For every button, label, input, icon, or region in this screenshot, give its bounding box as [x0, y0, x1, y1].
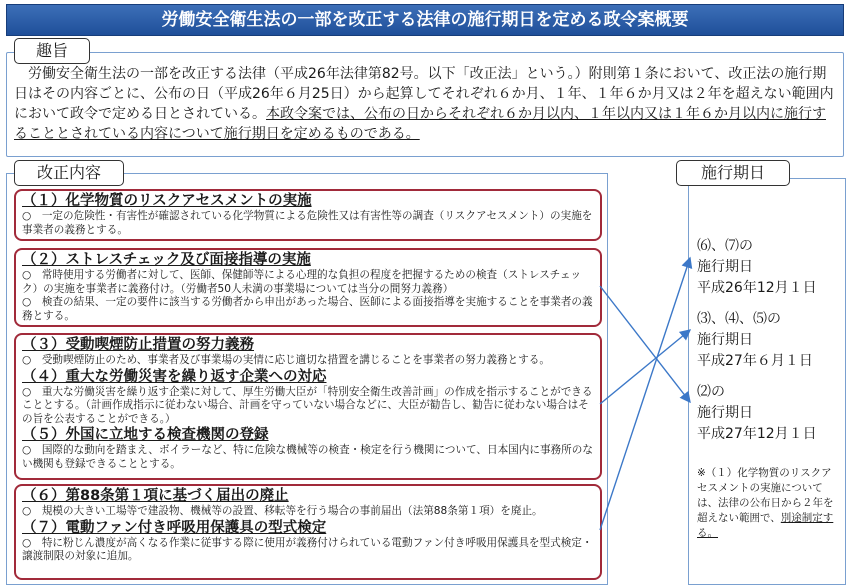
- dates-tag: 施行期日: [676, 160, 790, 186]
- date-group-2-date: 平成27年６月１日: [697, 353, 813, 369]
- item-desc-4-1: ○ 重大な労働災害を繰り返す企業に対して、厚生労働大臣が「特別安全衛生改善計画」の作成を指示することができることとする。（計画作成指示に従わない場合、計画を守っていない場合などに、大臣が勧告し、勧告に従わない場合はその旨を公表することができる。）: [22, 385, 593, 425]
- date-group-2-which: ⑶、⑷、⑸の: [697, 311, 781, 327]
- note-underlined: 別途制定する。: [697, 512, 834, 539]
- summary-underlined: 本政令案では、公布の日からそれぞれ６か月以内、１年以内又は１年６か月以内に施行することとされている内容について施行期日を定めるものである。: [14, 106, 826, 142]
- item-title-6: （６）第88条第１項に基づく届出の廃止: [22, 488, 289, 504]
- item-title-7: （７）電動ファン付き呼吸用保護具の型式検定: [22, 519, 327, 536]
- page-title: 労働安全衛生法の一部を改正する法律の施行期日を定める政令案概要: [6, 4, 844, 36]
- date-group-1-label: 施行期日: [697, 259, 753, 275]
- item-desc-6-1: ○ 規模の大きい工場等で建設物、機械等の設置、移転等を行う場合の事前届出（法第88条第１項）を廃止。: [22, 505, 543, 517]
- summary-tag: 趣旨: [14, 38, 90, 64]
- item-title-1: （１）化学物質のリスクアセスメントの実施: [22, 193, 312, 209]
- item-desc-5-1: ○ 国際的な動向を踏まえ、ボイラーなど、特に危険な機械等の検査・検定を行う機関について、日本国内に事務所のない機関も登録できることとする。: [22, 444, 593, 470]
- summary-plain: 労働安全衛生法の一部を改正する法律（平成26年法律第82号。以下「改正法」という。）附則第１条において、改正法の施行期日はその内容ごとに、公布の日（平成26年６月25日）から起算してそれぞれ６か月、１年、１年６か月又は２年を超えない範囲内において政令で定める日とされている。: [14, 66, 834, 122]
- item-title-4: （４）重大な労働災害を繰り返す企業への対応: [22, 368, 327, 385]
- item-title-3: （３）受動喫煙防止措置の努力義務: [22, 337, 254, 353]
- arrow-item2-to-date3: [600, 286, 690, 402]
- item-desc-2-1: ○ 常時使用する労働者に対して、医師、保健師等による心理的な負担の程度を把握するための検査（ストレスチェック）の実施を事業者に義務付け。（労働者50人未満の事業場については当分の間努力義務）: [22, 269, 582, 295]
- arrow-items6to7-to-date1: [600, 258, 690, 530]
- date-group-1-date: 平成26年12月１日: [697, 280, 817, 296]
- item-desc-3-1: ○ 受動喫煙防止のため、事業者及び事業場の実情に応じ適切な措置を講じることを事業者の努力義務とする。: [22, 354, 550, 366]
- item-desc-1-1: ○ 一定の危険性・有害性が確認されている化学物質による危険性又は有害性等の調査（リスクアセスメント）の実施を事業者の義務とする。: [22, 210, 593, 236]
- item-desc-7-1: ○ 特に粉じん濃度が高くなる作業に従事する際に使用が義務付けられている電動ファン付き呼吸用保護具を型式検定・譲渡制限の対象に追加。: [22, 536, 593, 562]
- content-tag: 改正内容: [14, 160, 124, 186]
- note-plain: ※（１）化学物質のリスクアセスメントの実施については、法律の公布日から２年を超えない範囲で、: [697, 467, 834, 524]
- item-title-5: （５）外国に立地する検査機関の登録: [22, 427, 269, 443]
- date-group-3-label: 施行期日: [697, 405, 753, 421]
- item-title-2: （２）ストレスチェック及び面接指導の実施: [22, 252, 311, 268]
- item-desc-2-2: ○ 検査の結果、一定の要件に該当する労働者から申出があった場合、医師による面接指導を実施することを事業者の義務とする。: [22, 296, 593, 322]
- date-group-1-which: ⑹、⑺の: [697, 238, 753, 254]
- date-group-3-which: ⑵の: [697, 384, 725, 400]
- date-group-3-date: 平成27年12月１日: [697, 426, 817, 442]
- date-group-2-label: 施行期日: [697, 332, 753, 348]
